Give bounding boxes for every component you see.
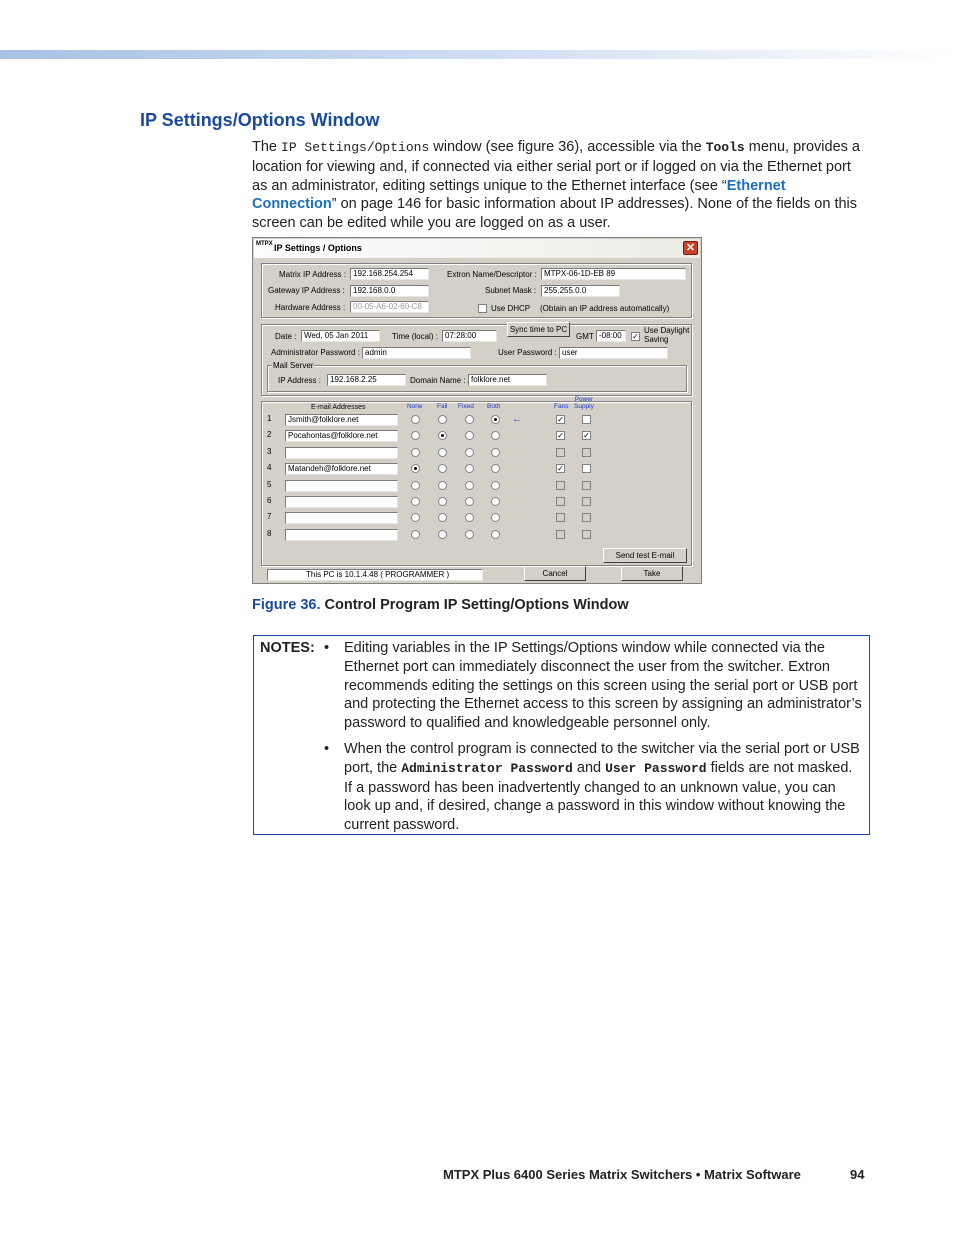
figure-caption: Figure 36. Control Program IP Setting/Options Window	[252, 597, 629, 613]
fans-checkbox[interactable]	[556, 448, 565, 457]
email-row-number: 7	[267, 512, 272, 522]
date-label: Date :	[275, 332, 297, 341]
gateway-ip-field[interactable]: 192.168.0.0	[350, 285, 429, 297]
domain-name-label: Domain Name :	[410, 376, 466, 385]
notify-radio[interactable]	[438, 481, 447, 490]
extron-name-field[interactable]: MTPX-06-1D-EB 89	[541, 268, 686, 280]
email-address-field[interactable]	[285, 529, 398, 541]
power-supply-checkbox[interactable]	[582, 448, 591, 457]
window-title: IP Settings / Options	[274, 243, 362, 253]
gmt-field[interactable]: -08:00	[596, 330, 626, 342]
fans-checkbox[interactable]	[556, 497, 565, 506]
intro-paragraph: The IP Settings/Options window (see figure 36), accessible via the Tools menu, provides a location for viewing and, if connected via either serial port or if logged on via the Ethernet port as an administrator, editing settings unique to the Ethernet interface (see “Ethernet Connection” on page 146 for basic information about IP addresses). None of the fields on this screen can be edited while you are logged on as a user.	[252, 139, 860, 232]
email-row-number: 6	[267, 496, 272, 505]
take-button[interactable]: Take	[621, 566, 683, 581]
notify-radio[interactable]	[491, 448, 500, 457]
email-row-number: 2	[267, 430, 272, 440]
notify-radio[interactable]	[491, 530, 500, 539]
send-test-email-button[interactable]: Send test E-mail	[603, 548, 687, 563]
power-supply-checkbox[interactable]	[582, 513, 591, 522]
app-icon: MTPX	[256, 241, 273, 247]
power-supply-checkbox[interactable]	[582, 497, 591, 506]
notify-radio[interactable]	[438, 448, 447, 457]
gmt-label: GMT	[576, 332, 594, 341]
notes-label: NOTES:	[260, 640, 315, 656]
email-row-number: 1	[267, 414, 272, 423]
notify-radio[interactable]	[411, 415, 420, 424]
both-arrow-icon: ←	[512, 414, 522, 425]
notify-radio[interactable]	[411, 481, 420, 490]
notify-radio[interactable]	[491, 481, 500, 490]
ip-settings-window	[252, 237, 702, 584]
bullet-2: •	[324, 741, 330, 757]
fans-checkbox[interactable]: ✓	[557, 415, 564, 424]
close-icon[interactable]: ✕	[683, 241, 698, 255]
power-supply-checkbox[interactable]	[582, 530, 591, 539]
footer-title: MTPX Plus 6400 Series Matrix Switchers • Matrix Software	[443, 1167, 801, 1182]
fans-checkbox[interactable]	[556, 530, 565, 539]
mail-ip-field[interactable]: 192.168.2.25	[327, 374, 406, 386]
date-field[interactable]: Wed, 05 Jan 2011	[301, 330, 380, 342]
fans-checkbox[interactable]	[556, 481, 565, 490]
fans-header: Fans	[554, 403, 569, 410]
email-row-number: 8	[267, 528, 272, 538]
user-password-label: User Password :	[498, 348, 557, 357]
matrix-ip-field[interactable]: 192.168.254.254	[350, 268, 429, 280]
cancel-button[interactable]: Cancel	[524, 566, 586, 581]
time-label: Time (local) :	[392, 332, 438, 341]
notify-radio[interactable]	[465, 448, 474, 457]
notify-radio[interactable]	[491, 497, 500, 506]
fixed-header: Fixed	[458, 403, 474, 410]
notify-radio[interactable]	[465, 415, 474, 424]
power-supply-header: Power Supply	[574, 396, 594, 410]
notify-radio[interactable]	[411, 448, 420, 457]
window-titlebar	[254, 239, 700, 258]
header-gradient-bar	[0, 50, 954, 59]
email-address-field[interactable]: Matandeh@folklore.net	[285, 463, 398, 475]
email-address-field[interactable]: Jsmith@folklore.net	[285, 414, 398, 426]
email-row-number: 4	[267, 463, 272, 473]
section-heading: IP Settings/Options Window	[140, 110, 380, 130]
email-address-field[interactable]	[285, 480, 398, 492]
notify-radio[interactable]	[491, 415, 500, 424]
none-header: None	[407, 403, 423, 410]
power-supply-checkbox[interactable]	[582, 415, 591, 424]
notify-radio[interactable]	[411, 530, 420, 539]
ethernet-connection-link[interactable]: Ethernet Connection	[252, 177, 786, 213]
email-addresses-header: E-mail Addresses	[311, 404, 366, 411]
notify-radio[interactable]	[465, 497, 474, 506]
daylight-saving-label: Use Daylight Saving	[644, 326, 690, 344]
notify-radio[interactable]	[465, 481, 474, 490]
notify-radio[interactable]	[438, 497, 447, 506]
subnet-mask-label: Subnet Mask :	[485, 286, 537, 295]
notify-radio[interactable]	[411, 497, 420, 506]
email-address-field[interactable]	[285, 512, 398, 524]
bullet-1: •	[324, 640, 330, 656]
pc-info-field: This PC is 10.1.4.48 ( PROGRAMMER )	[267, 569, 483, 581]
extron-name-label: Extron Name/Descriptor :	[447, 270, 537, 279]
page-number: 94	[850, 1167, 865, 1182]
mail-ip-label: IP Address :	[278, 376, 321, 385]
admin-password-label: Administrator Password :	[271, 348, 360, 357]
notify-radio[interactable]	[438, 415, 447, 424]
power-supply-checkbox[interactable]	[582, 481, 591, 490]
subnet-mask-field[interactable]: 255.255.0.0	[541, 285, 620, 297]
both-header: Both	[487, 403, 501, 410]
email-row-number: 3	[267, 446, 272, 456]
fans-checkbox[interactable]	[556, 513, 565, 522]
fans-checkbox[interactable]: ✓	[557, 431, 564, 441]
daylight-saving-checkbox[interactable]: ✓	[632, 332, 639, 341]
admin-password-field[interactable]: admin	[362, 347, 471, 359]
hardware-address-label: Hardware Address :	[275, 303, 346, 312]
use-dhcp-checkbox[interactable]	[478, 304, 487, 313]
dhcp-note: (Obtain an IP address automatically)	[540, 304, 670, 313]
note-2: When the control program is connected to the switcher via the serial port or USB port, the Administrator Password and User Password fields are not masked. If a password has been inadvertently changed to an unknown value, you can look up and, if desired, change a password in this window without knowing the current password.	[344, 741, 860, 834]
notes-box	[253, 635, 870, 835]
fans-checkbox[interactable]: ✓	[557, 464, 564, 474]
email-address-field[interactable]	[285, 447, 398, 459]
notify-radio[interactable]	[465, 530, 474, 539]
email-address-field[interactable]	[285, 496, 398, 508]
use-dhcp-label: Use DHCP	[491, 304, 531, 313]
power-supply-checkbox[interactable]	[582, 464, 591, 473]
note-1: Editing variables in the IP Settings/Options window while connected via the Ethernet port can immediately disconnect the user from the switcher. Extron recommends editing the settings on this screen using the serial port or USB port and protecting the Ethernet access to this screen by assigning an administrator’s password to qualified and knowledgeable personnel only.	[344, 640, 862, 732]
gateway-ip-label: Gateway IP Address :	[268, 286, 345, 295]
mail-server-label: Mail Server	[273, 361, 314, 370]
email-row-number: 5	[267, 479, 272, 489]
domain-name-field[interactable]: folklore.net	[468, 374, 547, 386]
fail-header: Fail	[437, 403, 448, 410]
time-field[interactable]: 07:28:00	[442, 330, 497, 342]
matrix-ip-label: Matrix IP Address :	[279, 270, 346, 279]
user-password-field[interactable]: user	[559, 347, 668, 359]
sync-time-button[interactable]: Sync time to PC	[507, 322, 570, 337]
email-address-field[interactable]: Pocahontas@folklore.net	[285, 430, 398, 442]
notify-radio[interactable]	[438, 530, 447, 539]
hardware-address-field: 00-05-A6-02-60-C8	[350, 301, 429, 313]
power-supply-checkbox[interactable]: ✓	[583, 431, 590, 441]
